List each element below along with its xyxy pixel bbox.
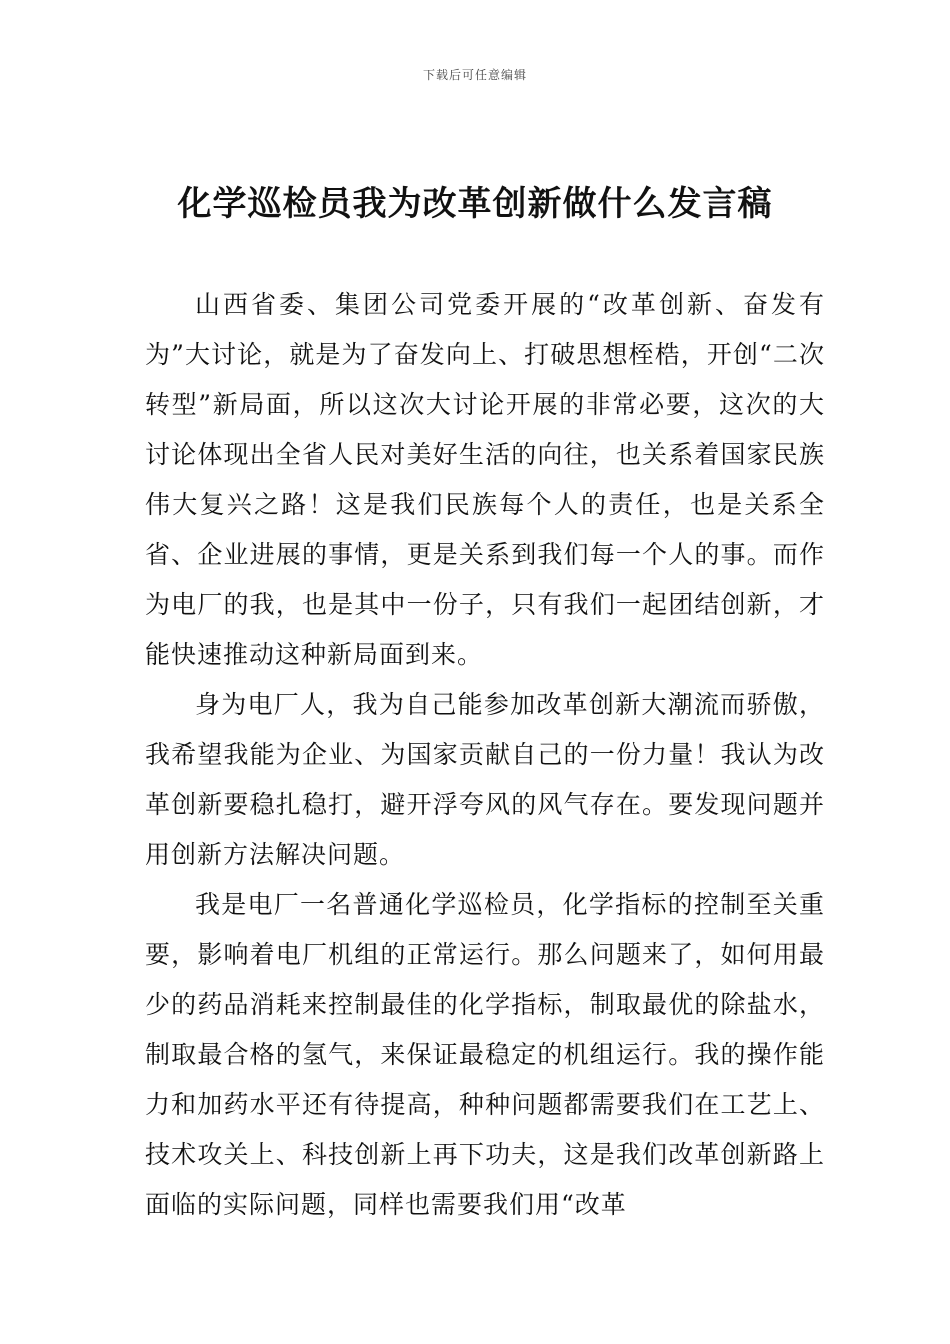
paragraph-2: 身为电厂人，我为自己能参加改革创新大潮流而骄傲，我希望我能为企业、为国家贡献自己的一份力量！我认为改革创新要稳扎稳打，避开浮夸风的风气存在。要发现问题并用创新方法解决问题。: [145, 690, 825, 869]
document-title: 化学巡检员我为改革创新做什么发言稿: [177, 184, 773, 224]
document-body: [145, 280, 825, 1230]
paragraph-3: 我是电厂一名普通化学巡检员，化学指标的控制至关重要，影响着电厂机组的正常运行。那么问题来了，如何用最少的药品消耗来控制最佳的化学指标，制取最优的除盐水，制取最合格的氢气，来保证最稳定的机组运行。我的操作能力和加药水平还有待提高，种种问题都需要我们在工艺上、技术攻关上、科技创新上再下功夫，这是我们改革创新路上面临的实际问题，同样也需要我们用“改革: [145, 890, 825, 1219]
paragraph-1: 山西省委、集团公司党委开展的“改革创新、奋发有为”大讨论，就是为了奋发向上、打破思想桎梏，开创“二次转型”新局面，所以这次大讨论开展的非常必要，这次的大讨论体现出全省人民对美好生活的向往，也关系着国家民族伟大复兴之路！这是我们民族每个人的责任，也是关系全省、企业进展的事情，更是关系到我们每一个人的事。而作为电厂的我，也是其中一份子，只有我们一起团结创新，才能快速推动这种新局面到来。: [145, 290, 825, 669]
header-note: 下载后可任意编辑: [422, 68, 527, 82]
